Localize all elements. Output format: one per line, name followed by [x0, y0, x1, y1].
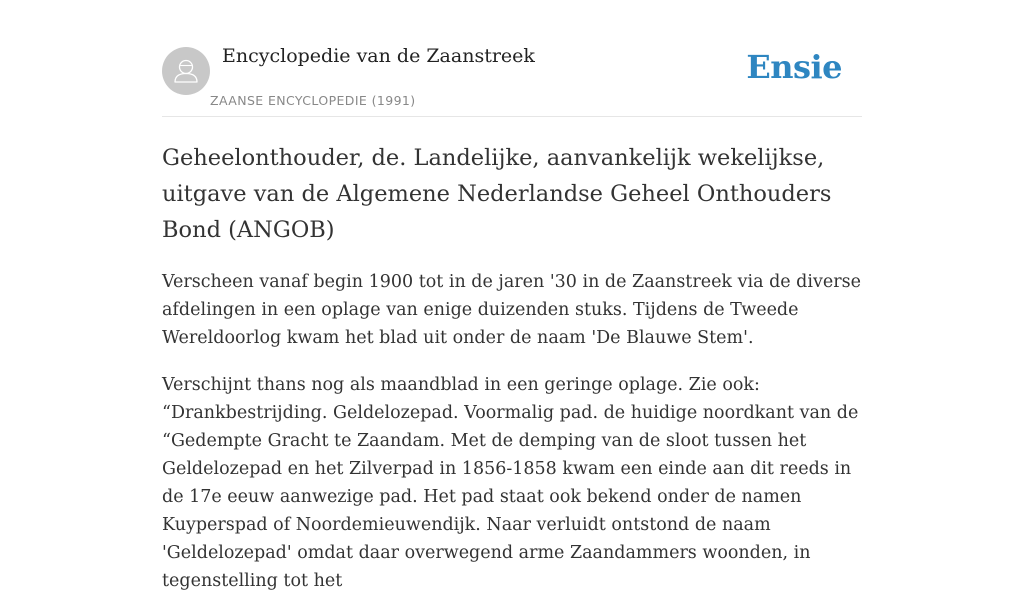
- user-silhouette-icon: [162, 47, 210, 95]
- ensie-logo[interactable]: Ensie: [746, 48, 842, 86]
- content-column: [162, 0, 862, 595]
- article-paragraph: Verscheen vanaf begin 1900 tot in de jaren '30 in de Zaanstreek via de diverse afdelingen in een oplage van enige duizenden stuks. Tijdens de Tweede Wereldoorlog kwam het blad uit onder de naam 'De Blauwe Stem'.: [162, 272, 861, 348]
- source-subtitle: ZAANSE ENCYCLOPEDIE (1991): [210, 93, 416, 108]
- source-title[interactable]: Encyclopedie van de Zaanstreek: [222, 45, 535, 67]
- article-paragraph: Verschijnt thans nog als maandblad in een geringe oplage. Zie ook: “Drankbestrijding. Geldelozepad. Voormalig pad. de huidige noordkant van de “Gedempte Gracht te Zaandam. Met de demping van de sloot tussen het Geldelozepad en het Zilverpad in 1856-1858 kwam een einde aan dit reeds in de 17e eeuw aanwezige pad. Het pad staat ook bekend onder de namen Kuyperspad of Noordemieuwendijk. Naar verluidt ontstond de naam 'Geldelozepad' omdat daar overwegend arme Zaandammers woonden, in tegenstelling tot het: [162, 375, 859, 591]
- article-heading: Geheelonthouder, de. Landelijke, aanvankelijk wekelijkse, uitgave van de Algemene Nederlandse Geheel Onthouders Bond (ANGOB): [162, 145, 832, 243]
- source-header: [162, 0, 862, 117]
- avatar[interactable]: [162, 47, 210, 95]
